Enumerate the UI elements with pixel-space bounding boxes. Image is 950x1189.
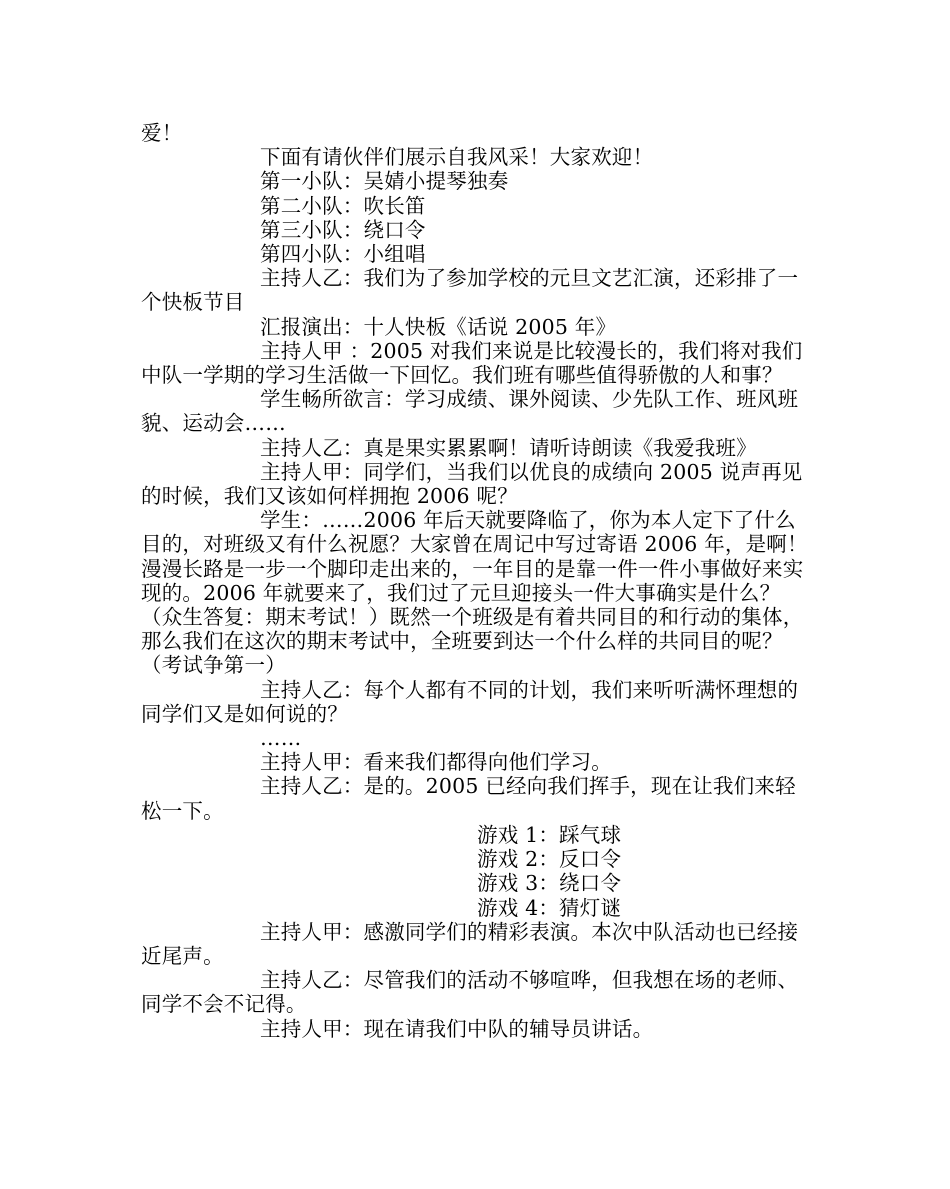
paragraph: 主持人乙：是的。2005 已经向我们挥手，现在让我们来轻松一下。 <box>141 774 796 823</box>
paragraph: 第四小队：小组唱 <box>260 242 426 267</box>
paragraph: 第一小队：吴婧小提琴独奏 <box>260 169 509 194</box>
paragraph: 主持人甲：看来我们都得向他们学习。 <box>260 750 612 775</box>
game-item: 游戏 2：反口令 <box>477 847 622 872</box>
paragraph: 主持人乙：尽管我们的活动不够喧哗，但我想在场的老师、同学不会不记得。 <box>141 968 799 1017</box>
paragraph: 第三小队：绕口令 <box>260 217 426 242</box>
paragraph: 主持人甲：感激同学们的精彩表演。本次中队活动也已经接近尾声。 <box>141 919 799 968</box>
paragraph: 学生畅所欲言：学习成绩、课外阅读、少先队工作、班风班貌、运动会…… <box>141 387 799 436</box>
paragraph: 主持人甲：同学们，当我们以优良的成绩向 2005 说声再见的时候，我们又该如何样拥抱 2006 呢？ <box>141 459 803 509</box>
paragraph: 主持人甲 ：2005 对我们来说是比较漫长的，我们将对我们中队一学期的学习生活做一下回忆。我们班有哪些值得骄傲的人和事？ <box>141 338 803 388</box>
paragraph: 汇报演出：十人快板《话说 2005 年》 <box>260 314 617 339</box>
paragraph: 主持人乙：真是果实累累啊！请听诗朗读《我爱我班》 <box>260 435 757 460</box>
paragraph: 下面有请伙伴们展示自我风采！大家欢迎！ <box>260 145 654 170</box>
document-page <box>141 121 816 1041</box>
paragraph: 主持人乙：每个人都有不同的计划，我们来听听满怀理想的同学们又是如何说的？ <box>141 677 799 726</box>
game-item: 游戏 3：绕口令 <box>477 871 622 896</box>
paragraph: 主持人乙：我们为了参加学校的元旦文艺汇演，还彩排了一个快板节目 <box>141 266 799 315</box>
paragraph: …… <box>260 726 302 751</box>
paragraph: 爱！ <box>141 121 183 145</box>
game-item: 游戏 1：踩气球 <box>477 822 622 847</box>
game-item: 游戏 4：猜灯谜 <box>477 895 622 920</box>
paragraph: 第二小队：吹长笛 <box>260 193 426 218</box>
paragraph: 学生：……2006 年后天就要降临了，你为本人定下了什么目的，对班级又有什么祝愿？大家曾在周记中写过寄语 2006 年，是啊！漫漫长路是一步一个脚印走出来的，一年目的是靠一件一件小事做好来实现的。2006 年就要来了，我们过了元旦迎接头一件大事确实是什么？（众生答复：期末考试！）既然一个班级是有着共同目的和行动的集体，那么我们在这次的期末考试中，全班要到达一个什么样的共同目的呢？（考试争第一） <box>141 508 808 678</box>
paragraph: 主持人甲：现在请我们中队的辅导员讲话。 <box>260 1016 654 1041</box>
